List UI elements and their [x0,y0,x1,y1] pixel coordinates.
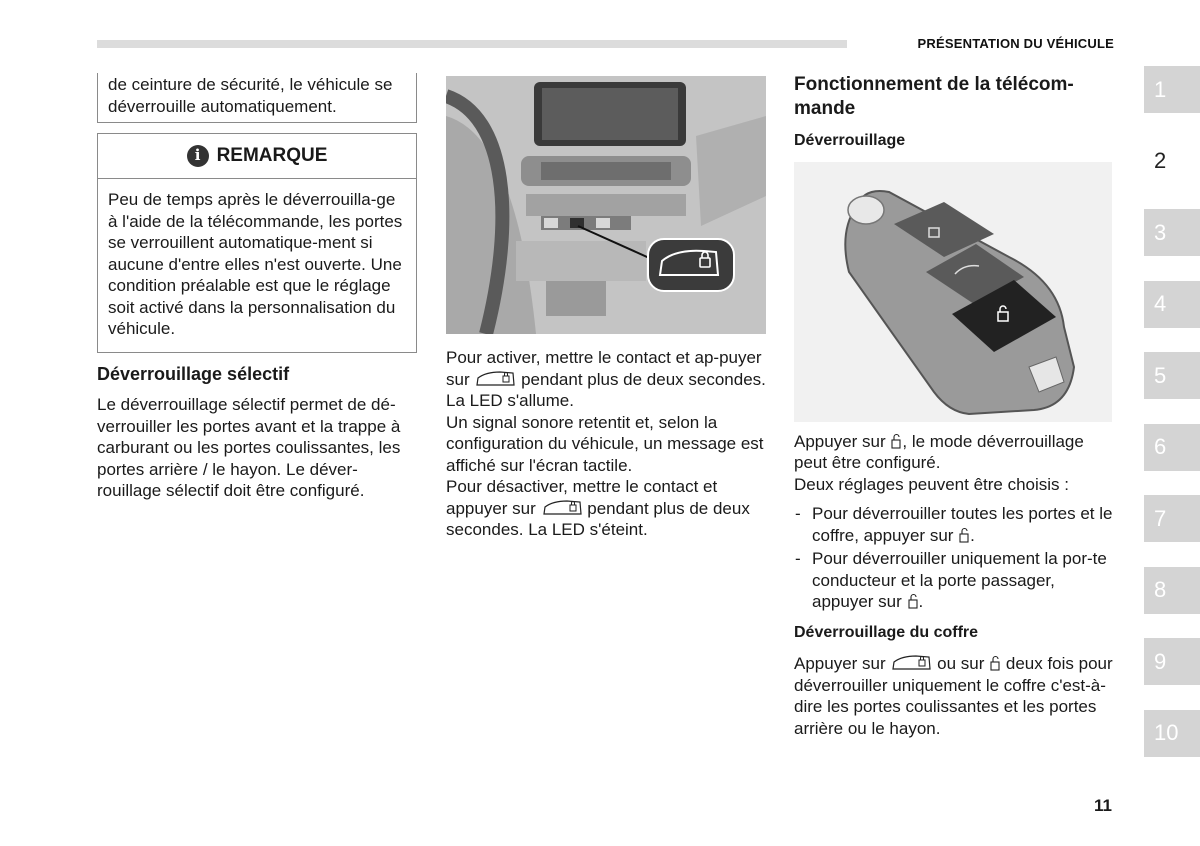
section-title: PRÉSENTATION DU VÉHICULE [917,36,1114,51]
selective-heading: Déverrouillage sélectif [97,363,290,384]
chapter-tab-10[interactable]: 10 [1144,710,1200,757]
unlock-icon [989,654,1001,672]
activate-paragraph: Pour activer, mettre le contact et ap-puyer sur pendant plus de deux secondes. La LED s'allume. [446,348,766,410]
settings-paragraph: Deux réglages peuvent être choisis : [794,474,1069,494]
chapter-tab-8[interactable]: 8 [1144,567,1200,614]
list-item: - Pour déverrouiller toutes les portes et le coffre, appuyer sur . [794,503,1116,546]
dashboard-photo [446,76,766,334]
selective-text: Le déverrouillage sélectif permet de dé-verrouiller les portes avant et la trappe à carburant ou les portes coulissantes, les portes arrière / le hayon. Le déver-rouillage sélectif doit être configuré. [97,395,401,500]
chapter-tabs [1144,66,1200,781]
page-number: 11 [1094,796,1112,815]
chapter-tab-3[interactable]: 3 [1144,209,1200,256]
unlock-paragraph: Appuyer sur , le mode déverrouillage peut être configuré. [794,431,1084,472]
van-lock-icon [890,654,932,672]
chapter-tab-9[interactable]: 9 [1144,638,1200,685]
deactivate-paragraph: Pour désactiver, mettre le contact et appuyer sur pendant plus de deux secondes. La LED s'éteint. [446,477,750,539]
chapter-tab-5[interactable]: 5 [1144,352,1200,399]
unlock-subheading: Déverrouillage [794,132,906,149]
remark-header [98,134,416,179]
trunk-subheading: Déverrouillage du coffre [794,623,979,641]
van-lock-icon [541,499,583,517]
unlock-icon [890,432,902,450]
chapter-tab-1[interactable]: 1 [1144,66,1200,113]
chapter-tab-7[interactable]: 7 [1144,495,1200,542]
column-1 [97,73,417,502]
unlock-icon [958,526,970,544]
chapter-tab-4[interactable]: 4 [1144,281,1200,328]
unlock-options-list [794,503,1116,613]
remote-key-image [794,162,1112,422]
header-bar [97,40,847,48]
remark-title: REMARQUE [216,145,328,167]
continued-box [97,73,417,123]
chapter-tab-2[interactable]: 2 [1144,138,1200,185]
remote-heading: Fonctionnement de la télécom-mande [794,74,1074,119]
continued-text: de ceinture de sécurité, le véhicule se déverrouille automatiquement. [108,75,393,116]
van-lock-icon [474,370,516,388]
chapter-tab-6[interactable]: 6 [1144,424,1200,471]
column-2 [446,76,768,541]
info-icon: i [187,145,209,167]
column-3 [794,73,1116,739]
list-item: - Pour déverrouiller uniquement la por-te conducteur et la porte passager, appuyer sur . [794,548,1116,613]
remark-box [97,133,417,353]
trunk-paragraph: Appuyer sur ou sur deux fois pour déverrouiller uniquement le coffre c'est-à-dire les portes coulissantes et les portes arrière ou le hayon. [794,654,1113,738]
signal-paragraph: Un signal sonore retentit et, selon la configuration du véhicule, un message est affiché sur l'écran tactile. [446,412,764,475]
remark-body: Peu de temps après le déverrouilla-ge à l'aide de la télécommande, les portes se verrouillent automatique-ment si aucune d'entre elles n'est ouverte. Une condition préalable est que le réglage soit activé dans la personnalisation du véhicule. [108,190,403,338]
unlock-icon [907,592,919,610]
